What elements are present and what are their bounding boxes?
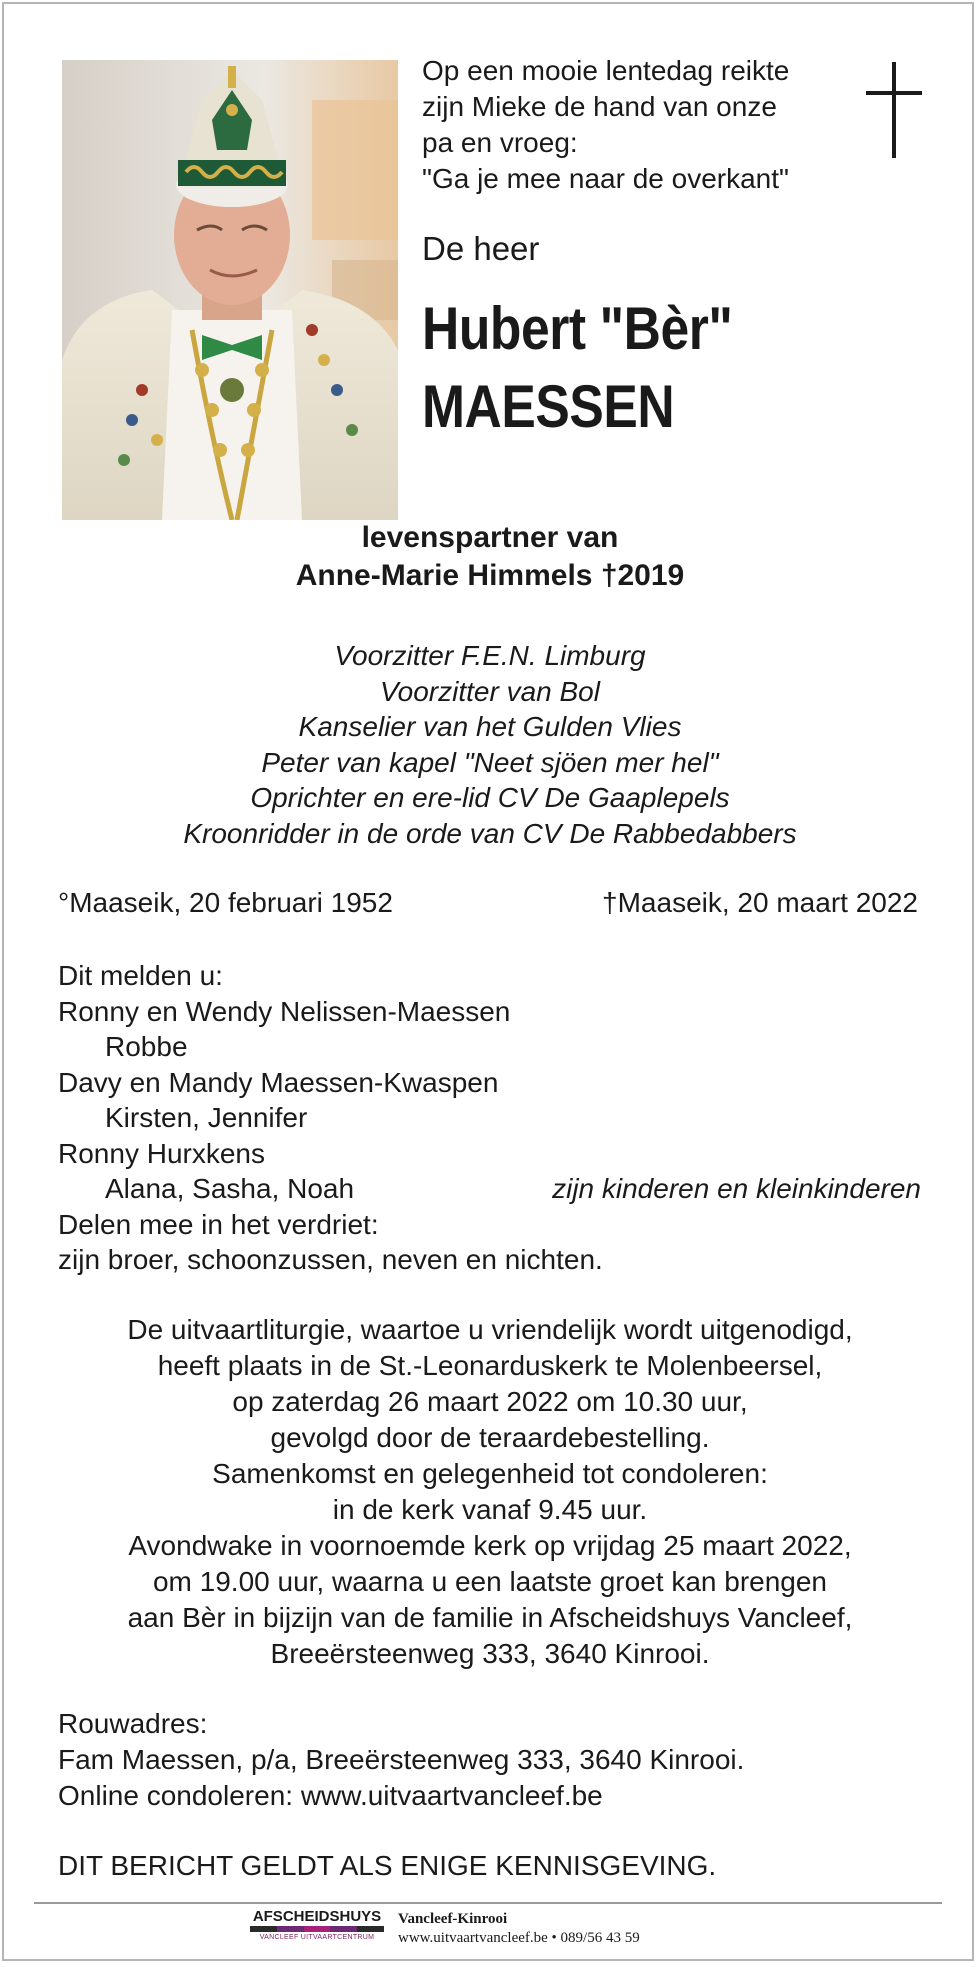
- funeral-line: in de kerk vanaf 9.45 uur.: [332, 1494, 648, 1525]
- company-contact[interactable]: www.uitvaartvancleef.be • 089/56 43 59: [398, 1930, 640, 1946]
- roles-list: [0, 638, 980, 851]
- partner-info: [0, 519, 980, 595]
- death-date: †Maaseik, 20 maart 2022: [602, 887, 918, 918]
- funeral-details: [0, 1312, 980, 1672]
- child-name: Ronny en Wendy Nelissen-Maessen: [58, 995, 511, 1027]
- notice-text: DIT BERICHT GELDT ALS ENIGE KENNISGEVING.: [58, 1850, 717, 1881]
- family-announcement: [58, 958, 928, 1278]
- grandchildren: Kirsten, Jennifer: [105, 1102, 308, 1133]
- mourning-address: [58, 1706, 744, 1814]
- role-item: Peter van kapel "Neet sjöen mer hel": [261, 746, 719, 778]
- quote-line: "Ga je mee naar de overkant": [422, 163, 789, 194]
- quote-line: zijn Mieke de hand van onze: [422, 91, 777, 122]
- company-name: Vancleef-Kinrooi: [398, 1911, 508, 1927]
- role-item: Voorzitter F.E.N. Limburg: [334, 640, 646, 671]
- portrait-photo: [62, 60, 398, 520]
- opening-quote: [422, 53, 862, 197]
- address-line: Fam Maessen, p/a, Breeërsteenweg 333, 3640 Kinrooi.: [58, 1744, 745, 1775]
- funeral-line: om 19.00 uur, waarna u een laatste groet kan brengen: [152, 1566, 828, 1597]
- share-intro: Delen mee in het verdriet:: [58, 1208, 379, 1240]
- share-list: zijn broer, schoonzussen, neven en nichten.: [58, 1244, 603, 1275]
- family-intro: Dit melden u:: [58, 960, 223, 991]
- online-condolence-link[interactable]: Online condoleren: www.uitvaartvancleef.be: [58, 1780, 603, 1811]
- grandchildren: Robbe: [105, 1031, 188, 1062]
- funeral-line: Breeërsteenweg 333, 3640 Kinrooi.: [270, 1638, 710, 1669]
- funeral-line: Samenkomst en gelegenheid tot condoleren:: [212, 1458, 768, 1489]
- grandchildren-row: [58, 1171, 928, 1207]
- role-item: Voorzitter van Bol: [380, 675, 600, 707]
- family-note: zijn kinderen en kleinkinderen: [552, 1173, 921, 1204]
- funeral-line: op zaterdag 26 maart 2022 om 10.30 uur,: [232, 1386, 748, 1417]
- footer-divider: [34, 1902, 942, 1904]
- logo-subtitle: VANCLEEF UITVAARTCENTRUM: [259, 1934, 375, 1941]
- quote-line: Op een mooie lentedag reikte: [422, 55, 790, 86]
- quote-line: pa en vroeg:: [422, 127, 578, 158]
- deceased-name-line2: MAESSEN: [422, 373, 675, 440]
- funeral-line: gevolgd door de teraardebestelling.: [270, 1422, 710, 1453]
- footer-contact: [398, 1910, 640, 1948]
- role-item: Kroonridder in de orde van CV De Rabbedabbers: [183, 817, 797, 849]
- child-name: Davy en Mandy Maessen-Kwaspen: [58, 1066, 499, 1098]
- logo-color-bar: [250, 1926, 384, 1932]
- grandchildren: Alana, Sasha, Noah: [105, 1173, 355, 1204]
- cross-icon: [862, 62, 922, 162]
- funeral-home-logo: [250, 1908, 384, 1942]
- deceased-name-line1: Hubert "Bèr": [422, 295, 733, 362]
- funeral-line: heeft plaats in de St.-Leonarduskerk te Molenbeersel,: [157, 1350, 823, 1381]
- birth-date: °Maaseik, 20 februari 1952: [58, 887, 393, 918]
- funeral-line: De uitvaartliturgie, waartoe u vriendelijk wordt uitgenodigd,: [127, 1314, 853, 1345]
- role-item: Kanselier van het Gulden Vlies: [298, 711, 682, 742]
- funeral-line: Avondwake in voornoemde kerk op vrijdag 25 maart 2022,: [128, 1530, 852, 1561]
- role-item: Oprichter en ere-lid CV De Gaaplepels: [250, 782, 730, 813]
- partner-label: levenspartner van: [361, 521, 619, 554]
- partner-name: Anne-Marie Himmels †2019: [295, 559, 685, 592]
- address-label: Rouwadres:: [58, 1708, 208, 1739]
- honorific-title: De heer: [422, 230, 540, 267]
- deceased-name: [422, 290, 732, 446]
- child-name: Ronny Hurxkens: [58, 1137, 265, 1169]
- funeral-line: aan Bèr in bijzijn van de familie in Afscheidshuys Vancleef,: [127, 1602, 853, 1633]
- logo-word: AFSCHEIDSHUYS: [252, 1908, 382, 1925]
